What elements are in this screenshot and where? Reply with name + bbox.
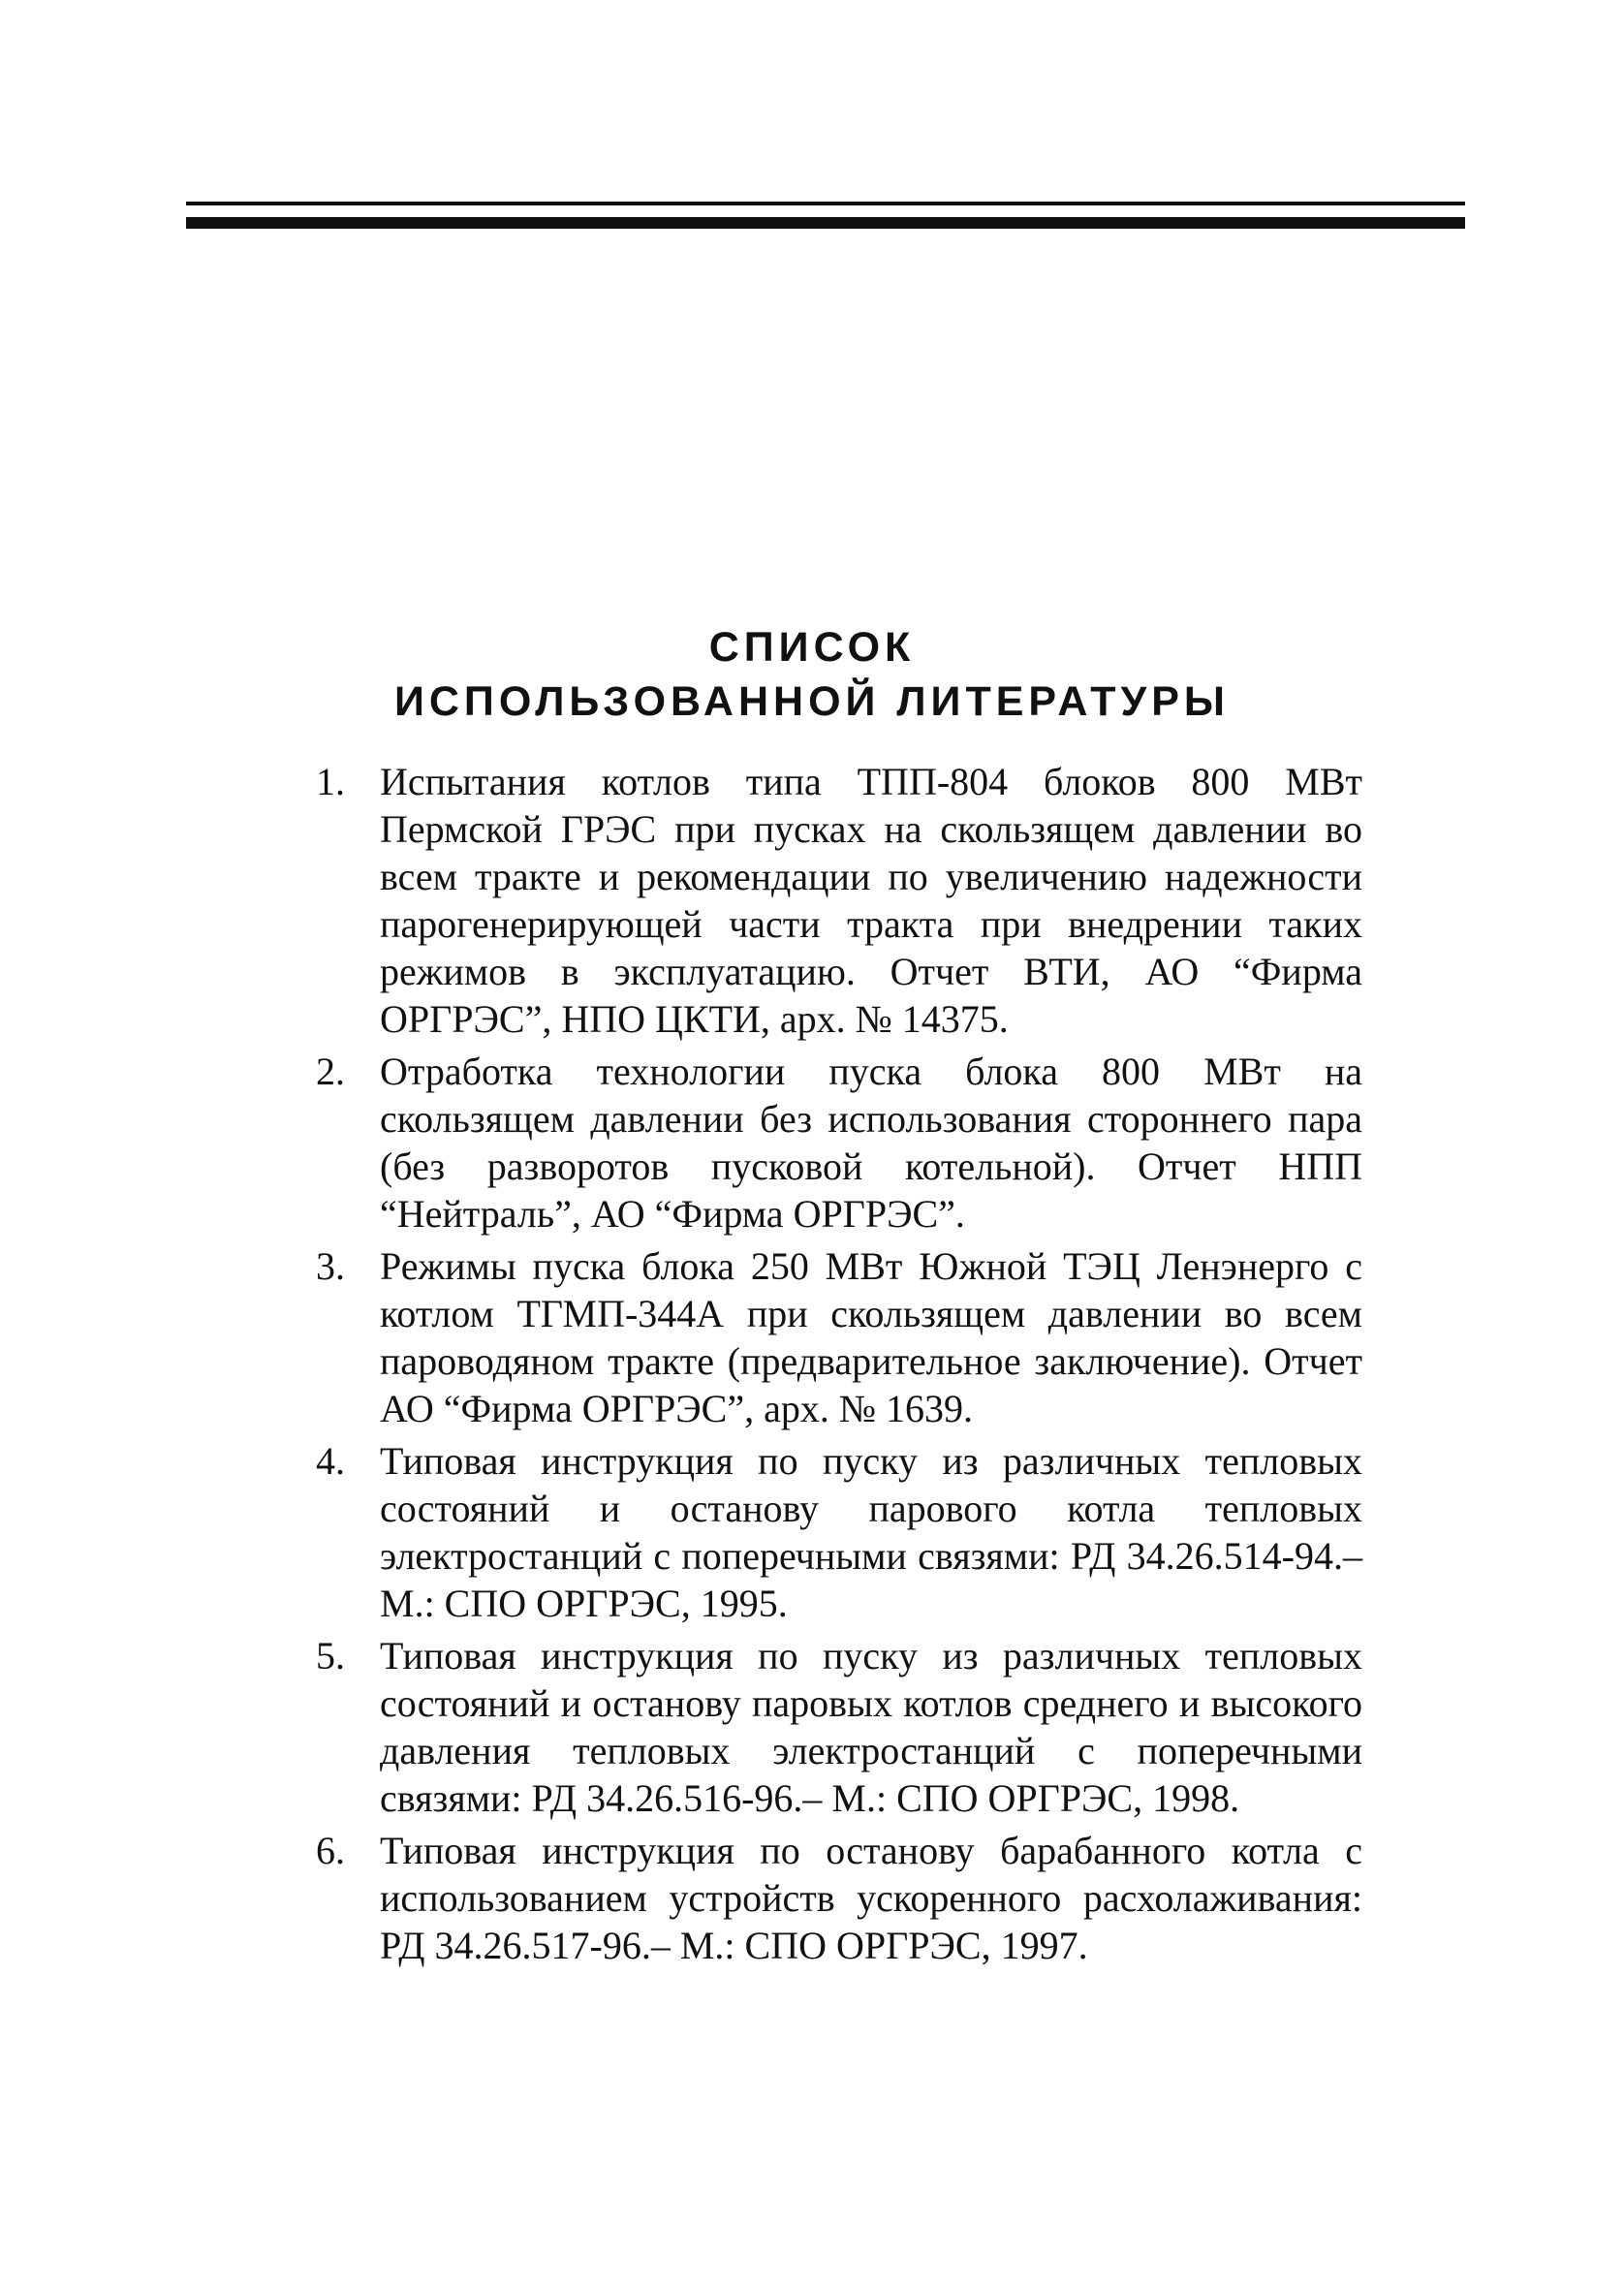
title-line-1: СПИСОК xyxy=(708,624,916,671)
header-rule-thin xyxy=(186,202,1465,205)
reference-item-2 xyxy=(316,1048,1362,1238)
reference-item-4 xyxy=(316,1437,1362,1627)
reference-number: 5. xyxy=(316,1634,345,1678)
header-rule-thick xyxy=(186,217,1465,229)
reference-text: Типовая инструкция по пуску из различных тепловых состояний и останову парового котла тепловых электростанций с поперечными связями: РД 34.26.514-94.– М.: СПО ОРГРЭС, 1995. xyxy=(380,1439,1362,1625)
reference-text: Отработка технологии пуска блока 800 МВт на скользящем давлении без использования стороннего пара (без разворотов пусковой котельной). Отчет НПП “Нейтраль”, АО “Фирма ОРГРЭС”. xyxy=(380,1050,1362,1236)
reference-text: Испытания котлов типа ТПП-804 блоков 800 МВт Пермской ГРЭС при пусках на скользящем давлении во всем тракте и рекомендации по увеличению надежности парогенерирующей части тракта при внедрении таких режимов в эксплуатацию. Отчет ВТИ, АО “Фирма ОРГРЭС”, НПО ЦКТИ, арх. № 14375. xyxy=(380,760,1362,1041)
reference-number: 1. xyxy=(316,760,345,803)
reference-item-6 xyxy=(316,1827,1362,1969)
reference-number: 6. xyxy=(316,1829,345,1872)
reference-text: Типовая инструкция по останову барабанного котла с использованием устройств ускоренного расхолаживания: РД 34.26.517-96.– М.: СПО ОРГРЭС, 1997. xyxy=(380,1829,1362,1967)
reference-list xyxy=(316,758,1362,1974)
reference-text: Режимы пуска блока 250 МВт Южной ТЭЦ Ленэнерго с котлом ТГМП-344А при скользящем давлении во всем пароводяном тракте (предварительное заключение). Отчет АО “Фирма ОРГРЭС”, арх. № 1639. xyxy=(380,1244,1362,1430)
reference-item-3 xyxy=(316,1242,1362,1432)
reference-text: Типовая инструкция по пуску из различных тепловых состояний и останову паровых котлов среднего и высокого давления тепловых электростанций с поперечными связями: РД 34.26.516-96.– М.: СПО ОРГРЭС, 1998. xyxy=(380,1634,1362,1820)
reference-item-1 xyxy=(316,758,1362,1043)
reference-number: 3. xyxy=(316,1244,345,1288)
reference-item-5 xyxy=(316,1632,1362,1822)
title-line-2: ИСПОЛЬЗОВАННОЙ ЛИТЕРАТУРЫ xyxy=(393,678,1231,725)
page-title xyxy=(0,620,1624,729)
reference-number: 4. xyxy=(316,1439,345,1483)
reference-number: 2. xyxy=(316,1050,345,1093)
